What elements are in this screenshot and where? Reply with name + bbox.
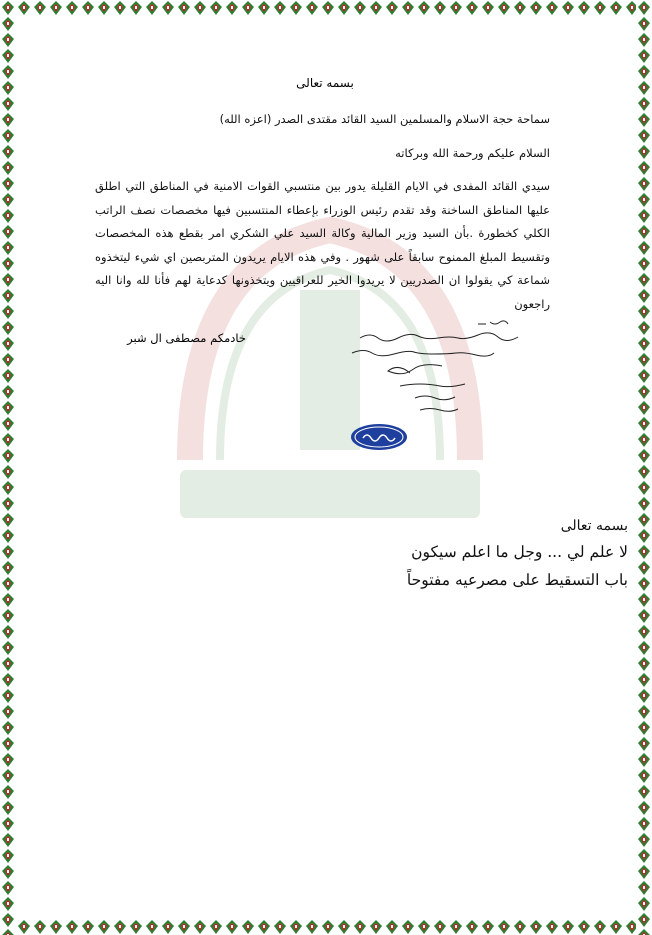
letter-addressee: سماحة حجة الاسلام والمسلمين السيد القائد مقتدى الصدر (اعزه الله) [219, 112, 550, 126]
decorative-border-bottom [0, 919, 652, 935]
transcript-line-3: باب التسقيط على مصرعيه مفتوحاً [406, 571, 628, 589]
transcript-line-1: بسمه تعالى [560, 518, 628, 534]
letter-greeting: السلام عليكم ورحمة الله وبركاته [395, 146, 550, 160]
seal-stamp [349, 422, 409, 452]
letter-signature: خادمكم مصطفى ال شبر [127, 331, 246, 345]
decorative-border-right [636, 0, 652, 935]
decorative-border-top [0, 0, 652, 16]
letter-basmala: بسمه تعالى [296, 76, 354, 90]
transcript-line-2: لا علم لي ... وجل ما اعلم سيكون [411, 543, 628, 561]
decorative-border-left [0, 0, 16, 935]
letter-body: سيدي القائد المفدى في الايام القليلة يدور بين منتسبي القوات الامنية في المناطق التي اطلق عليها المناطق الساخنة وقد تقدم رئيس الوزراء بإعطاء المنتسبين فيها مخصصات نصف الراتب الكلي كخطورة .بأن السيد وزير المالية وكالة السيد علي الشكري امر بقطع هذه المخصصات وتقسيط المبلغ الممنوح سابقاً على شهور . وفي هذه الايام يريدون المتربصين اي شيء ليتخذوه شماعة كي يقولوا ان الصدريين لا يريدوا الخير للعراقيين ويتخذونها كدعاية لهم فأنا لله وانا اليه راجعون [95, 179, 550, 311]
